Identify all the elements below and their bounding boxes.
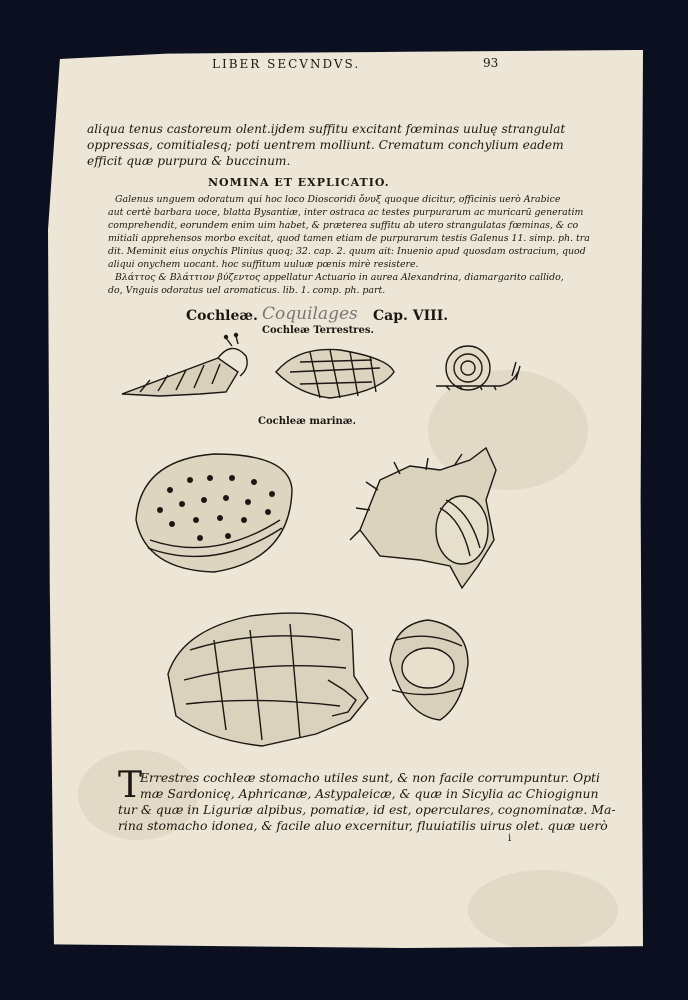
footer-line: tur & quæ in Liguriæ alpibus, pomatiæ, id est, operculares, cognominatæ. Ma- xyxy=(118,802,616,817)
explicatio-line: do, Vnguis odoratus uel aromaticus. lib. 1. comp. ph. part. xyxy=(108,285,386,296)
handwritten-note: Coquilages xyxy=(262,304,358,324)
footer-line: Errestres cochleæ stomacho utiles sunt, & non facile corrumpuntur. Opti xyxy=(140,770,600,785)
explicatio-line: comprehendit, eorundem enim uim habet, & præterea suffitu ab utero strangulatas fœminas, & co xyxy=(108,220,579,231)
page-number: 93 xyxy=(483,56,499,70)
explicatio-line: aut certè barbara uoce, blatta Bysantiæ, inter ostraca ac testes purpurarum ac muricarū generatim xyxy=(108,207,584,218)
drop-cap: T xyxy=(118,765,143,806)
footer-line: mæ Sardonicę, Aphricanæ, Astypaleicæ, & quæ in Sicylia ac Chiogignun xyxy=(140,786,599,801)
footer-line: rina stomacho idonea, & facile aluo excernitur, fluuiatilis uirus olet. quæ uerò xyxy=(118,818,608,833)
explicatio-line: Galenus unguem odoratum qui hoc loco Dioscoridi ὄνυξ quoque dicitur, officinis uerò Arabice xyxy=(115,194,561,205)
chapter-number: Cap. VIII. xyxy=(373,308,449,324)
body-line: aliqua tenus castoreum olent.ijdem suffitu excitant fœminas uuluę strangulat xyxy=(87,122,566,136)
body-line: oppressas, comitialesq; poti uentrem molliunt. Crematum conchylium eadem xyxy=(87,138,564,152)
explicatio-line: aliqui onychem uocant. hoc suffitum uuluæ pœnis mirè resistere. xyxy=(108,259,419,270)
chapter-title: Cochleæ. xyxy=(186,308,258,324)
section-heading: NOMINA ET EXPLICATIO. xyxy=(208,176,390,189)
explicatio-line: dit. Meminit eius onychis Plinius quoq; 32. cap. 2. quum ait: Inuenio apud quosdam ostracium, quod xyxy=(108,246,586,257)
explicatio-line: Βλάττος & Βλάττιον βύζεντος appellatur Actuario in aurea Alexandrina, diamargarito callido, xyxy=(115,272,564,283)
caption-terrestres: Cochleæ Terrestres. xyxy=(262,325,374,336)
running-title: LIBER SECVNDVS. xyxy=(212,57,361,71)
caption-marinae: Cochleæ marinæ. xyxy=(258,416,357,427)
explicatio-line: mitiali apprehensos morbo excitat, quod tamen etiam de purpurarum testis Galenus 11. simp. ph. tra xyxy=(108,233,590,244)
body-line: efficit quæ purpura & buccinum. xyxy=(87,154,291,168)
signature-mark: i xyxy=(508,833,512,844)
